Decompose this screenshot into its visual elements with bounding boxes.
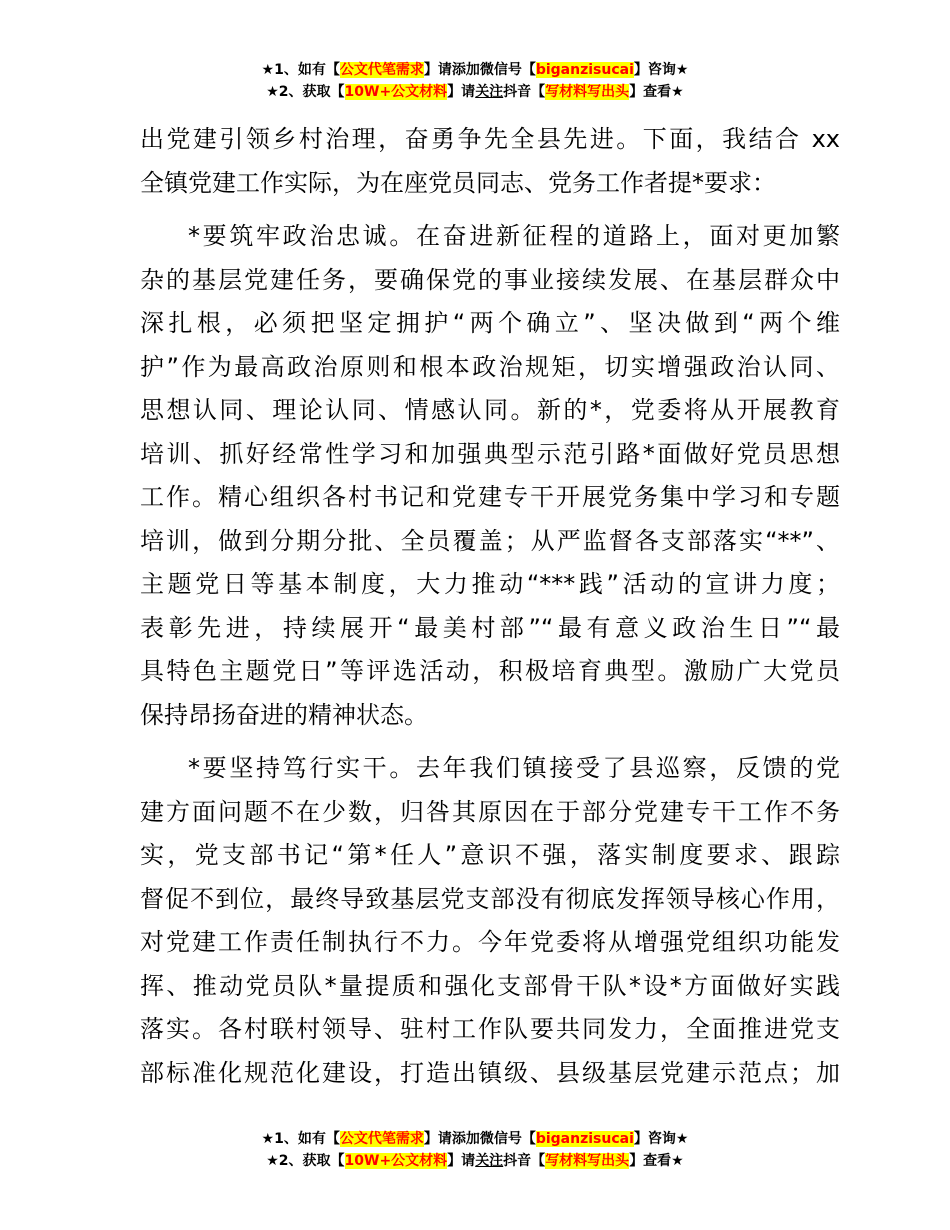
banner-text: 】请添加微信号【 <box>423 62 536 78</box>
text-line: 督促不到位，最终导致基层党支部没有彻底发挥领导核心作用， <box>140 884 840 913</box>
text-line: 部标准化规范化建设，打造出镇级、县级基层党建示范点；加 <box>140 1058 840 1087</box>
banner-highlight: biganzisucai <box>535 1131 634 1147</box>
banner-highlight: 公文代笔需求 <box>339 1131 424 1147</box>
text-line: 保持昂扬奋进的精神状态。 <box>140 700 428 729</box>
text-line: 培训、抓好经常性学习和加强典型示范引路*面做好党员思想 <box>140 439 840 468</box>
banner-highlight: 10W+公文材料 <box>344 1153 448 1169</box>
banner-text: 】查看★ <box>629 84 684 100</box>
paragraph <box>140 215 840 737</box>
banner-text: 】请添加微信号【 <box>423 1131 536 1147</box>
banner-line-2 <box>0 81 950 103</box>
banner-highlight: 写材料写出头 <box>545 84 630 100</box>
banner-highlight: 10W+公文材料 <box>344 84 448 100</box>
text-line: 建方面问题不在少数，归咎其原因在于部分党建专干工作不务 <box>140 797 840 826</box>
text-line: *要坚持笃行实干。去年我们镇接受了县巡察，反馈的党 <box>188 754 840 782</box>
text-line: 深扎根，必须把坚定拥护“两个确立”、坚决做到“两个维 <box>140 309 840 337</box>
text-line: *要筑牢政治忠诚。在奋进新征程的道路上，面对更加繁 <box>188 222 840 250</box>
banner-text: 】咨询★ <box>633 1131 689 1147</box>
text-line: 具特色主题党日”等评选活动，积极培育典型。激励广大党员 <box>140 657 840 685</box>
banner-line-2 <box>0 1150 950 1172</box>
banner-text: ★1、如有【 <box>261 62 340 78</box>
banner-highlight: 写材料写出头 <box>545 1153 630 1169</box>
text-line: 全镇党建工作实际，为在座党员同志、党务工作者提*要求： <box>140 168 776 197</box>
banner-text: 】咨询★ <box>633 62 689 78</box>
text-line: 出党建引领乡村治理，奋勇争先全县先进。下面，我结合 xx <box>140 125 840 153</box>
banner-text: 】请 <box>447 1153 476 1169</box>
paragraph <box>140 118 840 205</box>
text-line: 表彰先进，持续展开“最美村部”“最有意义政治生日”“最 <box>140 613 840 642</box>
banner-line-1 <box>0 1128 950 1150</box>
banner-underline: 关注 <box>475 84 504 100</box>
text-line: 主题党日等基本制度，大力推动“***践”活动的宣讲力度； <box>140 570 840 598</box>
banner-text: ★1、如有【 <box>261 1131 340 1147</box>
banner-underline: 关注 <box>475 1153 504 1169</box>
text-line: 护”作为最高政治原则和根本政治规矩，切实增强政治认同、 <box>140 352 840 381</box>
paragraph <box>140 747 840 1095</box>
banner-text: ★2、获取【 <box>266 1153 345 1169</box>
text-line: 培训，做到分期分批、全员覆盖；从严监督各支部落实“**”、 <box>140 526 840 555</box>
text-line: 思想认同、理论认同、情感认同。新的*，党委将从开展教育 <box>140 396 840 424</box>
text-line: 落实。各村联村领导、驻村工作队要共同发力，全面推进党支 <box>140 1015 840 1043</box>
banner-text: ★2、获取【 <box>266 84 345 100</box>
banner-text: 抖音【 <box>503 84 546 100</box>
text-line: 工作。精心组织各村书记和党建专干开展党务集中学习和专题 <box>140 483 840 511</box>
banner-line-1 <box>0 59 950 81</box>
text-line: 杂的基层党建任务，要确保党的事业接续发展、在基层群众中 <box>140 265 840 294</box>
banner-text: 】请 <box>447 84 476 100</box>
banner-highlight: biganzisucai <box>535 62 634 78</box>
text-line: 对党建工作责任制执行不力。今年党委将从增强党组织功能发 <box>140 928 840 956</box>
text-line: 挥、推动党员队*量提质和强化支部骨干队*设*方面做好实践 <box>140 971 840 1000</box>
banner-text: 抖音【 <box>503 1153 546 1169</box>
document-body <box>140 118 840 1095</box>
banner-highlight: 公文代笔需求 <box>339 62 424 78</box>
text-line: 实，党支部书记“第*任人”意识不强，落实制度要求、跟踪 <box>140 841 840 869</box>
footer-banner <box>0 1128 950 1172</box>
header-banner <box>0 59 950 103</box>
banner-text: 】查看★ <box>629 1153 684 1169</box>
